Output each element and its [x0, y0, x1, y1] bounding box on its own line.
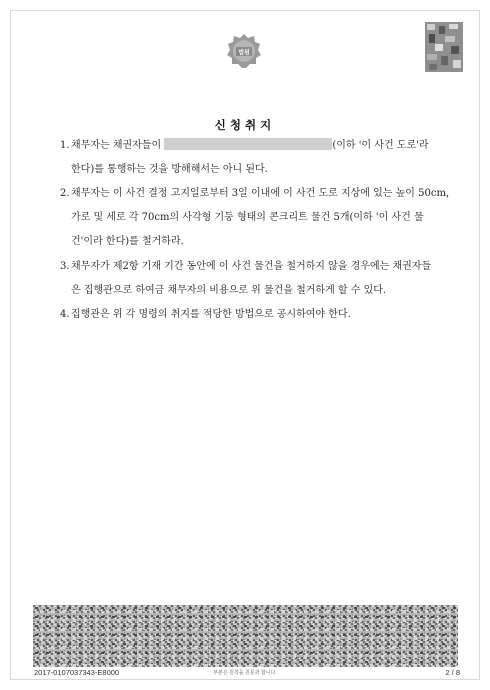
svg-text:법원: 법원 — [238, 49, 250, 57]
document-heading: 신청취지 — [214, 118, 276, 132]
list-item — [60, 255, 455, 305]
item-line: 채무자가 제2항 기재 기간 동안에 이 사건 물건을 철거하지 않을 경우에는 채권자들 — [71, 261, 432, 272]
court-emblem-icon — [226, 33, 262, 69]
list-item — [60, 182, 455, 256]
security-pattern-band — [33, 605, 458, 667]
document-id: 2017-0107037343-E8000 — [34, 668, 120, 677]
item-line: 채무자는 채권자들이 (이하 '이 사건 도로'라 — [71, 140, 429, 151]
item-number: 1. — [60, 140, 70, 151]
list-item — [60, 134, 455, 184]
barcode-icon — [425, 22, 463, 72]
item-line: 한다)를 통행하는 것을 방해해서는 아니 된다. — [71, 164, 268, 175]
item-line: 가로 및 세로 각 70cm의 사각형 기둥 형태의 콘크리트 물건 5개(이하 '이 사건 물 — [71, 212, 424, 223]
page-number: 2 / 8 — [445, 668, 460, 677]
item-line: 은 집행관으로 하여금 채무자의 비용으로 위 물건을 철거하게 할 수 있다. — [71, 285, 387, 296]
page-border — [10, 10, 480, 680]
item-number: 3. — [60, 261, 70, 272]
redacted-text — [164, 138, 332, 150]
item-line: 채무자는 이 사건 결정 고지일로부터 3일 이내에 이 사건 도로 지상에 있는 높이 50cm, — [71, 188, 450, 199]
item-number: 4. — [60, 309, 70, 320]
footer-note: 부본은 원칙을 원문과 합니다. — [213, 670, 277, 676]
item-line: 건'이라 한다)를 철거하라. — [71, 236, 184, 247]
list-item — [60, 303, 455, 329]
item-line: 집행관은 위 각 명령의 취지를 적당한 방법으로 공시하여야 한다. — [71, 309, 351, 320]
item-number: 2. — [60, 188, 70, 199]
